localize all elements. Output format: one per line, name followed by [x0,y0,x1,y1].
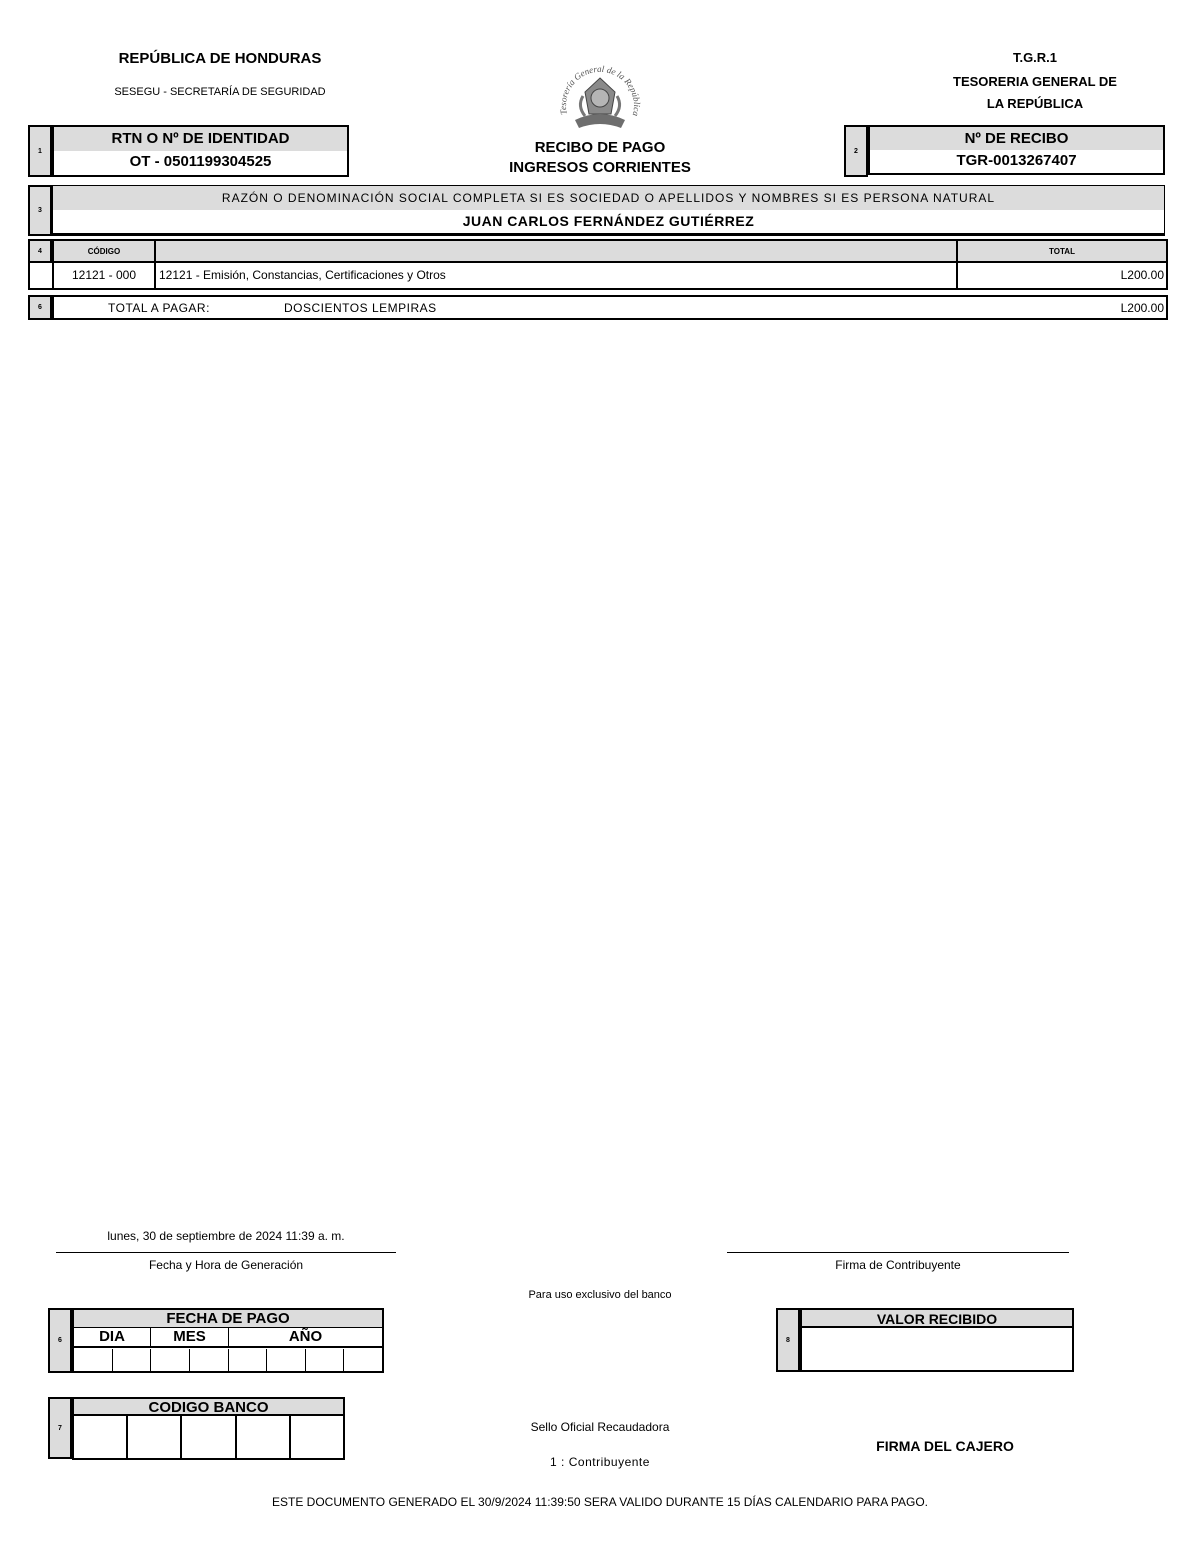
taxpayer-name-value: JUAN CARLOS FERNÁNDEZ GUTIÉRREZ [462,213,755,229]
receipt-number-value: TGR-0013267407 [956,152,1077,169]
bank-code-box [72,1397,345,1460]
total-amount-words: DOSCIENTOS LEMPIRAS [284,301,437,315]
treasury-name-line2: LA REPÚBLICA [986,96,1084,111]
date-cell[interactable] [151,1349,190,1371]
section-number-bank-code: 7 [48,1397,72,1459]
generated-label: Fecha y Hora de Generación [148,1258,304,1272]
date-cell[interactable] [190,1349,229,1371]
value-received-box[interactable] [800,1308,1074,1372]
ministry-name: SESEGU - SECRETARÍA DE SEGURIDAD [114,86,326,98]
payment-date-title: FECHA DE PAGO [74,1310,382,1328]
section-number-6: 6 [28,295,52,320]
value-received-title: VALOR RECIBIDO [802,1310,1072,1328]
date-cell[interactable] [267,1349,306,1371]
date-cell[interactable] [306,1349,345,1371]
month-header: MES [151,1328,229,1346]
bank-only-label: Para uso exclusivo del banco [528,1289,672,1301]
country-title: REPÚBLICA DE HONDURAS [118,50,322,67]
item-total-cell: L200.00 [956,263,1168,290]
bank-code-cell[interactable] [291,1416,343,1458]
col-header-description [156,239,1008,263]
payment-date-headers [74,1328,382,1348]
total-label: TOTAL A PAGAR: [108,301,210,315]
cashier-signature-label: FIRMA DEL CAJERO [876,1438,1014,1454]
date-cell[interactable] [344,1349,382,1371]
section-number-2: 2 [844,125,868,177]
row-left-cell [28,263,52,290]
bank-code-cell[interactable] [128,1416,182,1458]
form-code: T.G.R.1 [1012,50,1058,65]
item-description-cell: 12121 - Emisión, Constancias, Certificaciones y Otros [156,263,956,290]
seal-text: Tesorería General de la República [557,63,643,118]
treasury-name-line1: TESORERIA GENERAL DE [953,74,1117,89]
date-cell[interactable] [74,1349,113,1371]
bank-code-cell[interactable] [74,1416,128,1458]
generated-line [56,1252,396,1253]
rtn-value: OT - 0501199304525 [129,153,272,170]
bank-code-cells [74,1416,343,1458]
taxpayer-name-box [52,185,1165,236]
day-header: DIA [74,1328,151,1346]
signature-line [727,1252,1069,1253]
taxpayer-name-label: RAZÓN O DENOMINACIÓN SOCIAL COMPLETA SI ES SOCIEDAD O APELLIDOS Y NOMBRES SI ES PERSONA NATURAL [53,186,1164,210]
total-amount: L200.00 [1120,301,1164,315]
treasury-seal-icon [555,58,645,134]
payment-date-cells [74,1349,382,1371]
date-cell[interactable] [229,1349,268,1371]
generated-datetime: lunes, 30 de septiembre de 2024 11:39 a. m. [107,1229,345,1243]
section-number-payment-date: 6 [48,1308,72,1373]
date-cell[interactable] [113,1349,152,1371]
signature-label: Firma de Contribuyente [835,1258,961,1272]
section-number-value-received: 8 [776,1308,800,1372]
bank-code-cell[interactable] [182,1416,236,1458]
rtn-box [52,125,349,177]
section-number-4: 4 [28,239,52,263]
col-header-total: TOTAL [956,239,1168,263]
item-code-cell: 12121 - 000 [52,263,156,290]
col-header-code: CÓDIGO [52,239,156,263]
receipt-number-box [868,125,1165,175]
validity-note: ESTE DOCUMENTO GENERADO EL 30/9/2024 11:39:50 SERA VALIDO DURANTE 15 DÍAS CALENDARIO PARA PAGO. [271,1495,928,1509]
section-number-1: 1 [28,125,52,177]
total-box [52,295,1168,320]
section-number-3: 3 [28,185,52,236]
receipt-number-label: Nº DE RECIBO [870,127,1163,150]
bank-code-title: CODIGO BANCO [74,1399,343,1416]
year-header: AÑO [288,1328,323,1345]
rtn-label: RTN O Nº DE IDENTIDAD [54,127,347,151]
payment-date-box [72,1308,384,1373]
receipt-title: RECIBO DE PAGO [534,139,666,156]
copy-label: 1 : Contribuyente [550,1455,650,1469]
official-seal-label: Sello Oficial Recaudadora [530,1420,670,1434]
items-table [52,239,1168,290]
receipt-subtitle: INGRESOS CORRIENTES [509,159,691,176]
bank-code-cell[interactable] [237,1416,291,1458]
